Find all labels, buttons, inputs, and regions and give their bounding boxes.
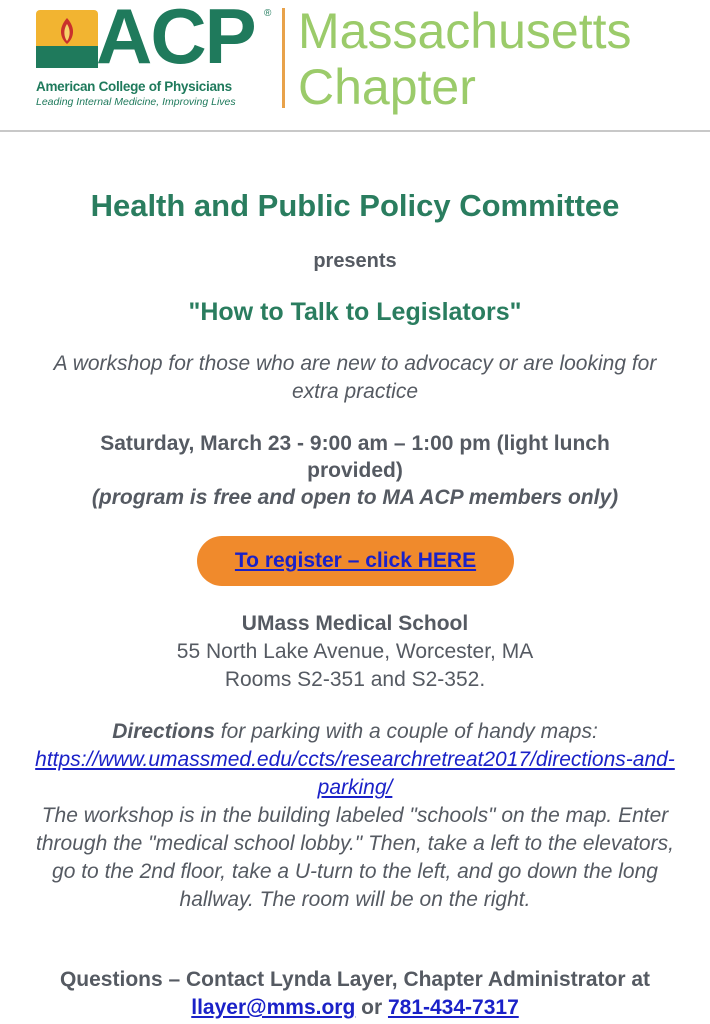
header: [0, 0, 710, 132]
contact-block: [0, 966, 710, 1022]
directions-label: Directions: [112, 720, 215, 743]
org-tagline: Leading Internal Medicine, Improving Lives: [36, 96, 236, 108]
presents-label: presents: [313, 250, 397, 272]
committee-title: Health and Public Policy Committee: [90, 188, 620, 223]
directions-link[interactable]: https://www.umassmed.edu/ccts/researchretreat2017/directions-and-parking/: [35, 748, 675, 799]
directions-instructions: The workshop is in the building labeled "schools" on the map. Enter through the "medical school lobby." Then, take a left to the elevators, go to the 2nd floor, take a U-turn to the left, and go down the long hallway. The room will be on the right.: [36, 804, 674, 911]
registered-mark: ®: [264, 8, 272, 19]
acp-logo-text: ACP: [96, 0, 255, 80]
header-divider: [282, 8, 285, 108]
chapter-name-line2: Chapter: [298, 59, 476, 115]
register-button[interactable]: [197, 536, 514, 586]
org-name: American College of Physicians: [36, 79, 232, 94]
register-link[interactable]: To register – click HERE: [234, 549, 477, 572]
directions-text: for parking with a couple of handy maps:: [214, 720, 598, 743]
contact-or: or: [355, 996, 388, 1019]
eligibility-note: (program is free and open to MA ACP members only): [91, 486, 619, 509]
workshop-subtitle: A workshop for those who are new to advocacy or are looking for extra practice: [53, 352, 657, 403]
chapter-name-line1: Massachusetts: [298, 3, 632, 59]
directions-block: [0, 718, 710, 914]
event-date: Saturday, March 23 - 9:00 am – 1:00 pm (light lunch provided): [100, 432, 610, 482]
phone-link[interactable]: 781-434-7317: [387, 996, 519, 1019]
venue-address: 55 North Lake Avenue, Worcester, MA: [176, 640, 534, 663]
email-link[interactable]: llayer@mms.org: [191, 996, 356, 1019]
venue-rooms: Rooms S2-351 and S2-352.: [224, 668, 486, 691]
acp-logo-icon: [36, 10, 98, 68]
workshop-title: "How to Talk to Legislators": [188, 298, 522, 326]
contact-prefix: Questions – Contact Lynda Layer, Chapter Administrator at: [59, 968, 651, 991]
venue-name: UMass Medical School: [241, 612, 469, 635]
